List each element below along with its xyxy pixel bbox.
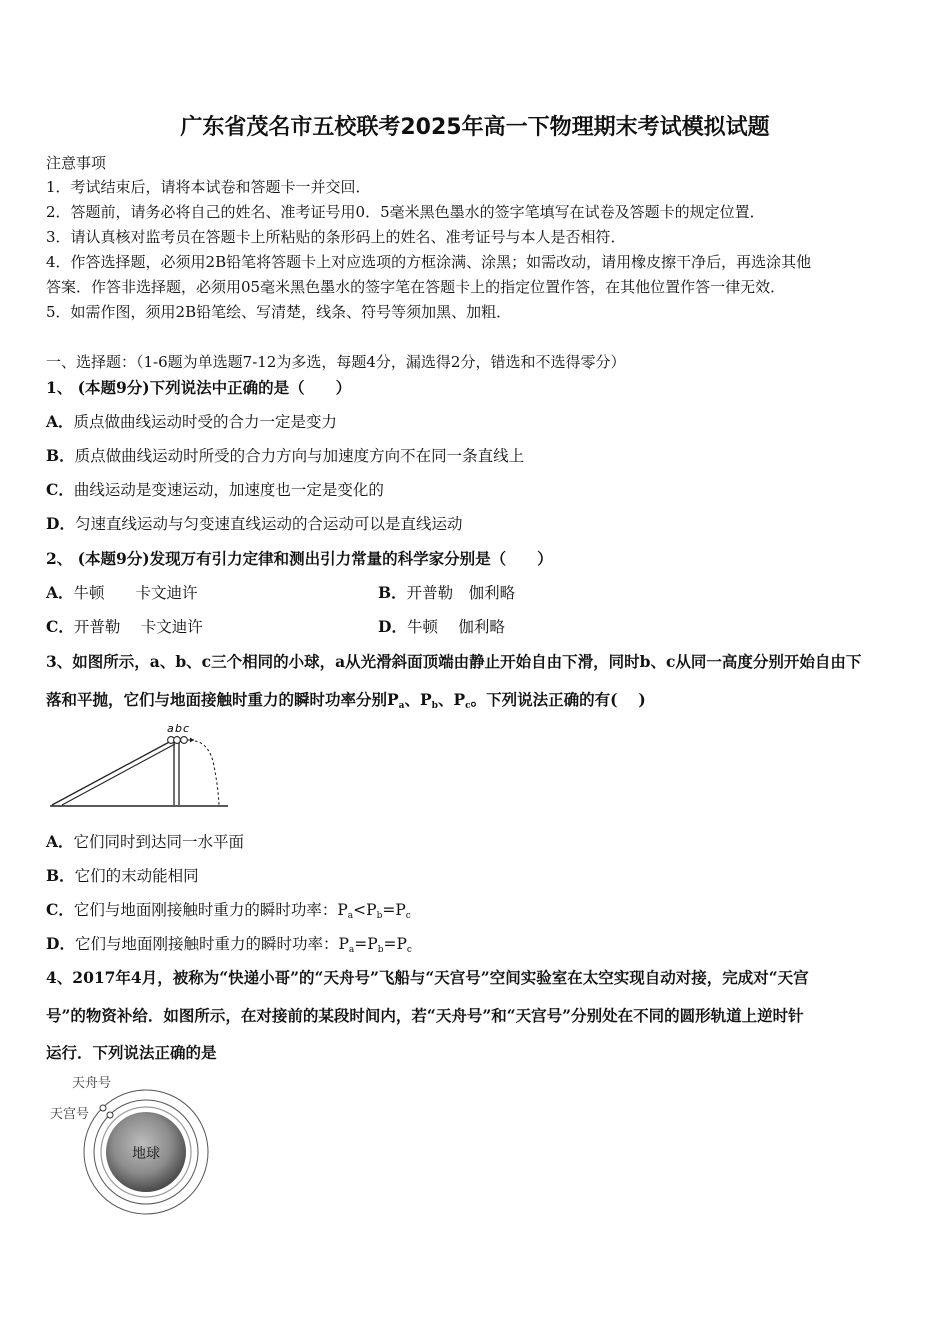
q2-option-c [46,615,203,637]
tiangong-dot [107,1112,113,1118]
q4-stem-line3: 运行．下列说法正确的是 [46,1043,217,1062]
notice-item-1: 1．考试结束后，请将本试卷和答题卡一并交回． [46,178,371,196]
option-text: =P [383,935,407,953]
q3-option-a [46,830,244,852]
option-text: 牛顿 卡文迪许 [73,584,198,602]
option-letter: C． [46,617,74,636]
notice-item-4-cont: 答案．作答非选择题，必须用05毫米黑色墨水的签字笔在答题卡上的指定位置作答，在其他位置作答一律无效． [46,278,786,296]
q4-stem-line1: 4、2017年4月，被称为“快递小哥”的“天舟号”飞船与“天宫号”空间实验室在太空实现自动对接，完成对“天宫 [46,968,809,987]
subscript: b [431,701,438,711]
option-letter: D． [46,934,75,953]
notice-item-3: 3．请认真核对监考员在答题卡上所粘贴的条形码上的姓名、准考证号与本人是否相符． [46,228,626,246]
ball-b [174,737,181,744]
subscript: a [398,701,405,711]
subscript: a [348,945,355,955]
arrow-head [190,738,194,743]
q1-stem: 1、 (本题9分)下列说法中正确的是（ ） [46,378,352,397]
q3-option-c [46,898,411,921]
incline-surface [52,740,173,805]
subscript: c [405,911,411,921]
q3-stem-line1: 3、如图所示，a、b、c三个相同的小球，a从光滑斜面顶端由静止开始自由下滑，同时b、c从同一高度分别开始自由下 [46,652,862,671]
incline-figure [46,716,236,814]
option-text: 它们与地面刚接触时重力的瞬时功率：P [73,901,348,919]
option-text: 曲线运动是变速运动，加速度也一定是变化的 [73,481,384,499]
tianzhou-label: 天舟号 [72,1076,112,1091]
projectile-path [195,741,219,805]
subscript: b [377,945,384,955]
option-letter: D． [46,514,75,533]
label-a: a [167,722,174,735]
option-text: 它们同时到达同一水平面 [73,833,245,851]
subscript: c [406,945,412,955]
notice-item-5: 5．如需作图，须用2B铅笔绘、写清楚，线条、符号等须加黑、加粗． [46,303,512,321]
option-text: 牛顿 伽利略 [406,618,505,636]
stem-text: 、P [404,690,432,709]
tiangong-label: 天宫号 [50,1107,90,1122]
q1-option-b [46,444,524,466]
option-letter: C． [46,480,74,499]
q2-stem: 2、 (本题9分)发现万有引力定律和测出引力常量的科学家分别是（ ） [46,549,553,568]
option-text: 它们与地面刚接触时重力的瞬时功率：P [74,935,349,953]
option-letter: D． [378,617,407,636]
earth-label: 地球 [132,1146,160,1162]
q1-option-d [46,512,462,534]
label-c: c [183,722,190,735]
stem-text: 、P [437,690,466,709]
tianzhou-dot [100,1105,106,1111]
option-letter: B． [378,583,407,602]
stem-text: 。下列说法正确的有( ) [470,690,646,709]
notice-item-4: 4．作答选择题，必须用2B铅笔将答题卡上对应选项的方框涂满、涂黑；如需改动，请用橡皮擦干净后，再选涂其他 [46,253,812,271]
option-text: =P [354,935,378,953]
ball-c [181,737,188,744]
option-letter: B． [46,866,75,885]
subscript: b [376,911,383,921]
option-letter: B． [46,446,75,465]
option-text: 质点做曲线运动时受的合力一定是变力 [73,413,338,431]
section-heading: 一、选择题：（1-6题为单选题7-12为多选，每题4分，漏选得2分，错选和不选得零分） [46,353,626,371]
option-letter: A． [46,832,74,851]
q1-option-c [46,478,384,500]
option-text: 它们的末动能相同 [74,867,199,885]
option-text: 质点做曲线运动时所受的合力方向与加速度方向不在同一条直线上 [74,447,525,465]
q4-stem-line2: 号”的物资补给．如图所示，在对接前的某段时间内，若“天舟号”和“天宫号”分别处在不同的圆形轨道上逆时针 [46,1006,804,1025]
q1-option-a [46,410,337,432]
q2-option-d [378,615,505,637]
option-text: 开普勒 伽利略 [406,584,516,602]
label-b: b [175,722,182,735]
page-title: 广东省茂名市五校联考2025年高一下物理期末考试模拟试题 [180,115,770,140]
option-letter: A． [46,412,74,431]
q2-option-a [46,581,198,603]
option-text: 匀速直线运动与匀变速直线运动的合运动可以是直线运动 [74,515,463,533]
stem-text: 落和平抛，它们与地面接触时重力的瞬时功率分别P [46,690,399,709]
option-letter: C． [46,900,74,919]
option-text: <P [353,901,377,919]
option-text: 开普勒 卡文迪许 [73,618,203,636]
option-letter: A． [46,583,74,602]
option-text: =P [382,901,406,919]
q3-option-d [46,932,412,955]
q3-stem-line2 [46,688,646,711]
subscript: c [465,701,471,711]
notice-heading: 注意事项 [46,154,107,172]
q3-option-b [46,864,199,886]
incline-surface [62,744,175,805]
q2-option-b [378,581,515,603]
notice-item-2: 2．答题前，请务必将自己的姓名、准考证号用0．5毫米黑色墨水的签字笔填写在试卷及答题卡的规定位置． [46,203,765,221]
subscript: a [347,911,354,921]
orbit-figure [46,1070,226,1220]
